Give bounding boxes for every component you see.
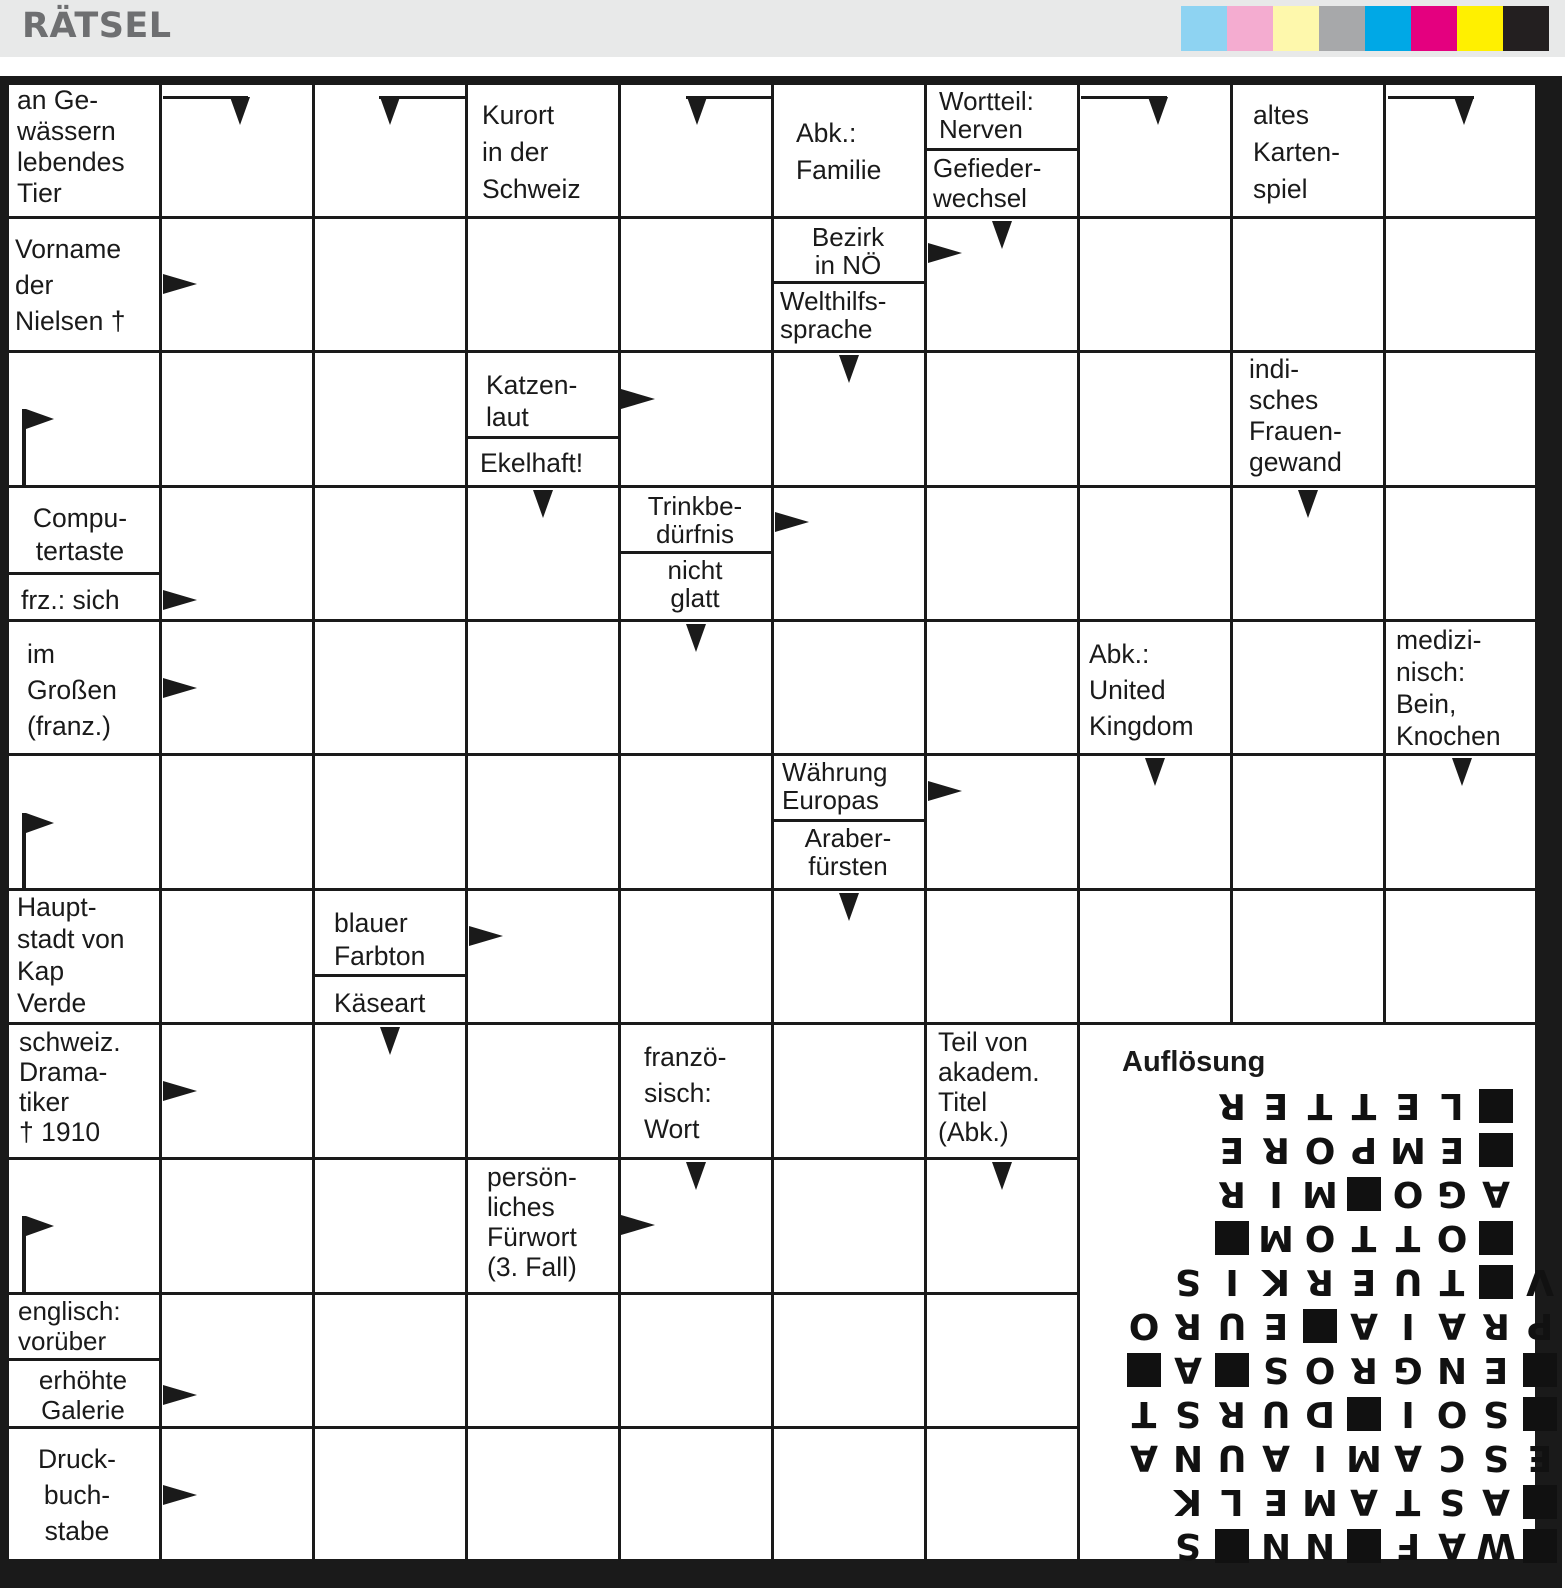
solution-row [1122,1480,1562,1524]
answer-cell[interactable] [162,1160,312,1292]
swatch-gray [1319,6,1365,51]
solution-letter: N [1304,1525,1336,1567]
arrow-right-icon [163,1081,197,1101]
arrow-down-icon [839,355,859,383]
solution-letter: S [1483,1437,1509,1479]
solution-letter: M [1390,1129,1426,1171]
solution-letter [1122,1128,1166,1172]
solution-letter: O [1128,1305,1160,1347]
solution-letter: S [1263,1349,1289,1391]
clue-c4: Wortteil: Nerven [939,86,1034,144]
answer-cell[interactable] [315,488,465,619]
answer-cell[interactable] [774,1160,924,1292]
solution-block [1518,1392,1562,1436]
solution-block [1474,1260,1518,1304]
solution-block [1518,1348,1562,1392]
clue-c1: an Ge- wässern lebendes Tier [17,85,125,208]
solution-letter: U [1217,1437,1247,1479]
solution-letter: M [1302,1481,1338,1523]
clue-c9: Welthilfs- sprache [780,286,887,344]
answer-cell[interactable] [927,1295,1077,1426]
solution-row [1122,1392,1562,1436]
solution-block [1210,1348,1254,1392]
swatch-black [1503,6,1549,51]
answer-cell[interactable] [162,353,312,485]
solution-letter: D [1305,1393,1335,1435]
answer-cell[interactable] [621,1429,771,1559]
solution-letter: A [1482,1173,1510,1215]
answer-cell[interactable] [927,622,1077,753]
answer-cell[interactable] [927,1429,1077,1559]
solution-block [1298,1304,1342,1348]
answer-cell[interactable] [468,891,618,1022]
solution-letter: V [1526,1261,1554,1303]
answer-cell[interactable] [468,1025,618,1157]
solution-letter: T [1395,1481,1421,1523]
solution-letter: I [1313,1437,1327,1479]
solution-letter: S [1483,1393,1509,1435]
clue-c20: Währung Europas [782,757,888,815]
solution-row [1122,1436,1562,1480]
solution-letter [1122,1172,1166,1216]
solution-letter: R [1482,1305,1510,1347]
answer-cell[interactable] [774,622,924,753]
solution-letter: I [1401,1305,1415,1347]
solution-letter: N [1260,1525,1292,1567]
arrow-down-icon [992,221,1012,249]
clue-cell [621,488,771,619]
answer-cell[interactable] [1386,353,1535,485]
answer-cell[interactable] [1233,219,1383,350]
clue-divider [468,436,618,439]
solution-letter: E [1219,1129,1245,1171]
answer-cell[interactable] [315,622,465,753]
clue-cell [774,219,924,350]
solution-letter: R [1218,1085,1246,1127]
answer-cell[interactable] [162,891,312,1022]
solution-letter: M [1346,1437,1382,1479]
clue-c29: englisch: vorüber [18,1296,121,1356]
solution-letter: T [1131,1393,1157,1435]
solution-row [1122,1216,1562,1260]
solution-letter: E [1439,1129,1465,1171]
answer-cell[interactable] [468,622,618,753]
solution-letter [1166,1128,1210,1172]
solution-letter: A [1174,1349,1202,1391]
solution-letter: E [1263,1305,1289,1347]
arrow-right-icon [621,389,655,409]
answer-cell[interactable] [1233,622,1383,753]
solution-letter [1122,1260,1166,1304]
solution-letter: O [1436,1393,1468,1435]
clue-c2: Kurort in der Schweiz [482,100,581,204]
solution-letter: A [1130,1437,1158,1479]
swatch-light-yellow [1273,6,1319,51]
solution-letter: I [1401,1393,1415,1435]
clue-cell [774,85,924,216]
arrow-right-icon [163,1485,197,1505]
solution-letter: A [1262,1437,1290,1479]
flag-arrow-icon [22,1216,26,1292]
arrow-right-icon [775,512,809,532]
answer-cell[interactable] [1233,891,1383,1022]
clue-cell [9,1429,159,1559]
solution-letter: R [1350,1349,1378,1391]
clue-c14: frz.: sich [21,585,120,615]
clue-c8: Bezirk in NÖ [811,222,885,280]
solution-letter: E [1351,1261,1377,1303]
clue-c24: Käseart [334,988,426,1018]
clue-c17: im Großen (franz.) [27,639,117,741]
solution-letter: L [1220,1481,1244,1523]
clue-c18: Abk.: United Kingdom [1089,639,1194,741]
solution-letter: T [1307,1085,1333,1127]
arrow-down-icon [686,624,706,652]
solution-block [1210,1524,1254,1568]
answer-cell[interactable] [774,1429,924,1559]
clue-divider [9,1358,159,1361]
solution-letter: K [1262,1261,1290,1303]
solution-letter: S [1175,1525,1201,1567]
clue-cell [468,85,618,216]
swatch-cyan [1365,6,1411,51]
solution-letter: T [1351,1085,1377,1127]
flag-arrow-icon [22,409,26,485]
solution-letter [1518,1084,1562,1128]
arrow-down-icon [1145,758,1165,786]
solution-block [1342,1524,1386,1568]
solution-letter: T [1439,1261,1465,1303]
solution-letter: M [1302,1173,1338,1215]
solution-letter: R [1218,1393,1246,1435]
answer-cell[interactable] [468,756,618,888]
clue-c27: Teil von akadem. Titel (Abk.) [938,1027,1040,1147]
answer-cell[interactable] [774,1025,924,1157]
answer-cell[interactable] [315,1295,465,1426]
answer-cell[interactable] [927,488,1077,619]
solution-block [1342,1392,1386,1436]
solution-letter: O [1392,1173,1424,1215]
solution-letter: M [1258,1217,1294,1259]
arrow-right-icon [163,678,197,698]
solution-letter: A [1438,1305,1466,1347]
solution-block [1474,1128,1518,1172]
answer-cell[interactable] [162,1295,312,1426]
solution-row [1122,1524,1562,1568]
clue-c12: indi- sches Frauen- gewand [1249,354,1342,477]
solution-letter [1122,1216,1166,1260]
solution-letter: G [1437,1173,1467,1215]
clue-c11: Ekelhaft! [480,448,584,478]
clue-c13: Compu- tertaste [32,503,128,566]
clue-c21: Araber- fürsten [804,823,892,881]
solution-letter: R [1262,1129,1290,1171]
arrow-down-icon [992,1162,1012,1190]
solution-block [1474,1084,1518,1128]
clue-c19: medizi- nisch: Bein, Knochen [1396,625,1501,751]
solution-letter: S [1175,1393,1201,1435]
solution-letter: U [1217,1305,1247,1347]
solution-block [1122,1348,1166,1392]
solution-letter: I [1269,1173,1283,1215]
solution-block [1518,1480,1562,1524]
solution-grid [1122,1084,1562,1568]
arrow-down-icon [839,893,859,921]
answer-cell[interactable] [1386,488,1535,619]
solution-letter: A [1394,1437,1422,1479]
swatch-light-cyan [1181,6,1227,51]
clue-cell [927,1025,1077,1157]
solution-letter [1518,1216,1562,1260]
solution-letter: G [1393,1349,1423,1391]
solution-letter: E [1483,1349,1509,1391]
answer-cell[interactable] [621,219,771,350]
solution-row [1122,1084,1562,1128]
clue-cell [9,219,159,350]
swatch-magenta [1411,6,1457,51]
answer-cell[interactable] [1080,219,1230,350]
swatch-light-magenta [1227,6,1273,51]
clue-divider [774,819,924,822]
clue-c26: franzö- sisch: Wort [644,1042,727,1144]
answer-cell[interactable] [621,756,771,888]
solution-letter: O [1304,1349,1336,1391]
solution-row [1122,1304,1562,1348]
solution-title: Auflösung [1122,1046,1266,1078]
clue-cell [9,85,159,216]
solution-letter: E [1263,1085,1289,1127]
solution-letter: O [1304,1129,1336,1171]
clue-c30: erhöhte Galerie [38,1365,128,1425]
answer-cell[interactable] [468,1295,618,1426]
arrow-right-icon [163,590,197,610]
clue-c16: nicht glatt [667,555,723,613]
answer-cell[interactable] [927,891,1077,1022]
answer-cell[interactable] [315,756,465,888]
solution-letter: A [1350,1305,1378,1347]
clue-cell [927,85,1077,216]
solution-letter [1518,1172,1562,1216]
bent-arrow-down-icon [230,97,250,125]
clue-c10: Katzen- laut [486,370,578,432]
clue-c25: schweiz. Drama- tiker † 1910 [19,1027,121,1147]
solution-letter: E [1263,1481,1289,1523]
solution-letter: A [1350,1481,1378,1523]
answer-cell[interactable] [315,219,465,350]
clue-c5: Gefieder- wechsel [933,153,1042,213]
arrow-right-icon [163,274,197,294]
solution-row [1122,1128,1562,1172]
clue-divider [927,148,1077,151]
answer-cell[interactable] [927,756,1077,888]
bent-arrow-down-icon [380,97,400,125]
arrow-down-icon [533,490,553,518]
clue-cell [468,1160,618,1292]
solution-letter: E [1527,1437,1553,1479]
solution-letter: E [1395,1085,1421,1127]
clue-divider [9,572,159,575]
clue-cell [9,488,159,619]
solution-letter: S [1439,1481,1465,1523]
clue-c6: altes Karten- spiel [1253,100,1340,204]
clue-c3: Abk.: Familie [796,118,882,185]
solution-letter: N [1172,1437,1204,1479]
clue-cell [315,891,465,1022]
answer-cell[interactable] [315,1429,465,1559]
header-bar [0,0,1565,57]
solution-letter: P [1350,1129,1378,1171]
arrow-right-icon [469,926,503,946]
answer-cell[interactable] [927,353,1077,485]
solution-letter: R [1306,1261,1334,1303]
clue-cell [9,891,159,1022]
solution-letter: C [1438,1437,1466,1479]
clue-c28: persön- liches Fürwort (3. Fall) [487,1162,577,1282]
arrow-right-icon [928,243,962,263]
solution-block [1474,1216,1518,1260]
clue-c31: Druck- buch- stabe [37,1444,117,1546]
arrow-down-icon [1452,758,1472,786]
solution-block [1518,1524,1562,1568]
solution-letter: O [1304,1217,1336,1259]
clue-c23: blauer Farbton [334,908,426,971]
bent-arrow-down-icon [1148,97,1168,125]
arrow-right-icon [163,1385,197,1405]
answer-cell[interactable] [1386,219,1535,350]
solution-letter [1518,1128,1562,1172]
clue-cell [1080,622,1230,753]
page-title: RÄTSEL [22,6,172,46]
answer-cell[interactable] [162,756,312,888]
solution-letter: F [1395,1525,1421,1567]
answer-cell[interactable] [774,1295,924,1426]
solution-letter: P [1526,1305,1554,1347]
answer-cell[interactable] [468,219,618,350]
answer-cell[interactable] [468,1429,618,1559]
swatch-yellow [1457,6,1503,51]
solution-letter [1166,1084,1210,1128]
clue-cell [1233,85,1383,216]
solution-letter [1166,1216,1210,1260]
flag-arrow-icon [22,813,26,889]
clue-c15: Trinkbe- dürfnis [647,491,743,549]
solution-letter: W [1476,1525,1516,1567]
solution-letter: T [1351,1217,1377,1259]
clue-cell [9,622,159,753]
clue-cell [774,756,924,888]
arrow-down-icon [686,1162,706,1190]
solution-letter: A [1482,1481,1510,1523]
solution-letter: N [1436,1349,1468,1391]
solution-letter: L [1440,1085,1464,1127]
solution-letter: U [1261,1393,1291,1435]
arrow-right-icon [621,1215,655,1235]
clue-cell [9,1025,159,1157]
color-swatches [1181,6,1549,51]
solution-letter [1122,1524,1166,1568]
clue-divider [774,281,924,284]
solution-block [1210,1216,1254,1260]
solution-letter: U [1393,1261,1423,1303]
answer-cell[interactable] [1233,756,1383,888]
answer-cell[interactable] [1080,891,1230,1022]
solution-letter: R [1218,1173,1246,1215]
solution-row [1122,1172,1562,1216]
arrow-down-icon [380,1027,400,1055]
solution-row [1122,1260,1562,1304]
bent-arrow-down-icon [687,97,707,125]
solution-letter: S [1175,1261,1201,1303]
clue-cell [1233,353,1383,485]
answer-cell[interactable] [1080,353,1230,485]
solution-letter: I [1225,1261,1239,1303]
arrow-right-icon [928,781,962,801]
answer-cell[interactable] [315,1160,465,1292]
solution-row [1122,1348,1562,1392]
solution-letter: O [1436,1217,1468,1259]
clue-cell [621,1025,771,1157]
clue-cell [9,1295,159,1426]
answer-cell[interactable] [774,488,924,619]
solution-letter [1122,1084,1166,1128]
solution-block [1342,1172,1386,1216]
answer-cell[interactable] [621,891,771,1022]
answer-cell[interactable] [1386,891,1535,1022]
solution-letter [1122,1480,1166,1524]
answer-cell[interactable] [1080,488,1230,619]
answer-cell[interactable] [315,353,465,485]
solution-letter [1166,1172,1210,1216]
solution-letter: A [1438,1525,1466,1567]
bent-arrow-down-icon [1454,97,1474,125]
clue-cell [468,353,618,485]
arrow-down-icon [1298,490,1318,518]
clue-c7: Vorname der Nielsen † [15,234,126,336]
answer-cell[interactable] [621,353,771,485]
clue-cell [1386,622,1535,753]
clue-c22: Haupt- stadt von Kap Verde [17,892,125,1018]
answer-cell[interactable] [621,1295,771,1426]
clue-divider [621,551,771,554]
solution-letter: R [1174,1305,1202,1347]
clue-divider [315,974,465,977]
solution-letter: K [1174,1481,1202,1523]
solution-letter: T [1395,1217,1421,1259]
